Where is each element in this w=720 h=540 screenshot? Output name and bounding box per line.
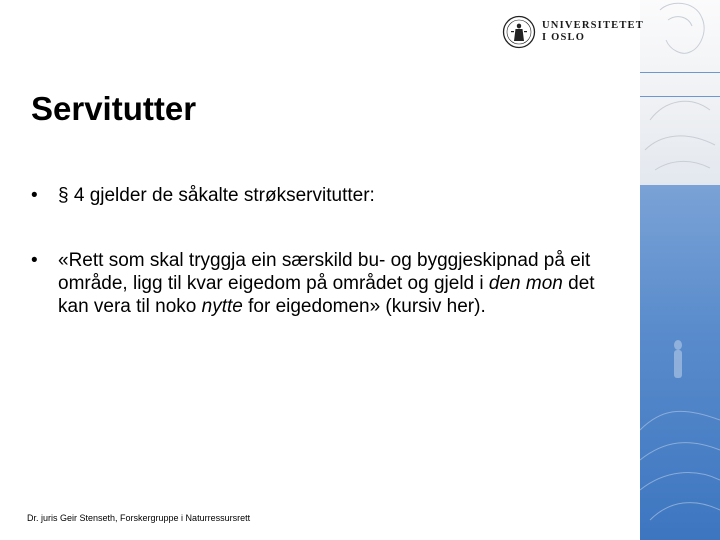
bullet-text xyxy=(58,249,626,318)
bullet-text-part: for eigedomen» (kursiv her). xyxy=(242,296,486,317)
italic-text: nytte xyxy=(201,296,243,317)
university-seal-icon xyxy=(502,15,536,49)
bullet-text-part: «Rett som skal tryggja ein særskild bu- og byggjeskipnad på eit område, ligg til kvar eigedom på området og gjeld i xyxy=(58,250,591,294)
slide-title: Servitutter xyxy=(31,90,197,127)
bullet-marker: • xyxy=(31,250,38,271)
italic-text: den mon xyxy=(488,273,563,294)
decorative-side-panel xyxy=(640,0,720,540)
statue-sketch-icon xyxy=(640,0,720,540)
bullet-text: § 4 gjelder de såkalte strøkservitutter: xyxy=(58,185,375,206)
university-logo xyxy=(502,14,644,50)
logo-line-2: I OSLO xyxy=(542,32,586,43)
footer-text: Dr. juris Geir Stenseth, Forskergruppe i Naturressursrett xyxy=(27,513,251,523)
logo-line-1: UNIVERSITETET xyxy=(542,20,644,31)
bullet-text-part: det kan vera til noko xyxy=(58,273,595,317)
bullet-marker: • xyxy=(31,185,38,206)
